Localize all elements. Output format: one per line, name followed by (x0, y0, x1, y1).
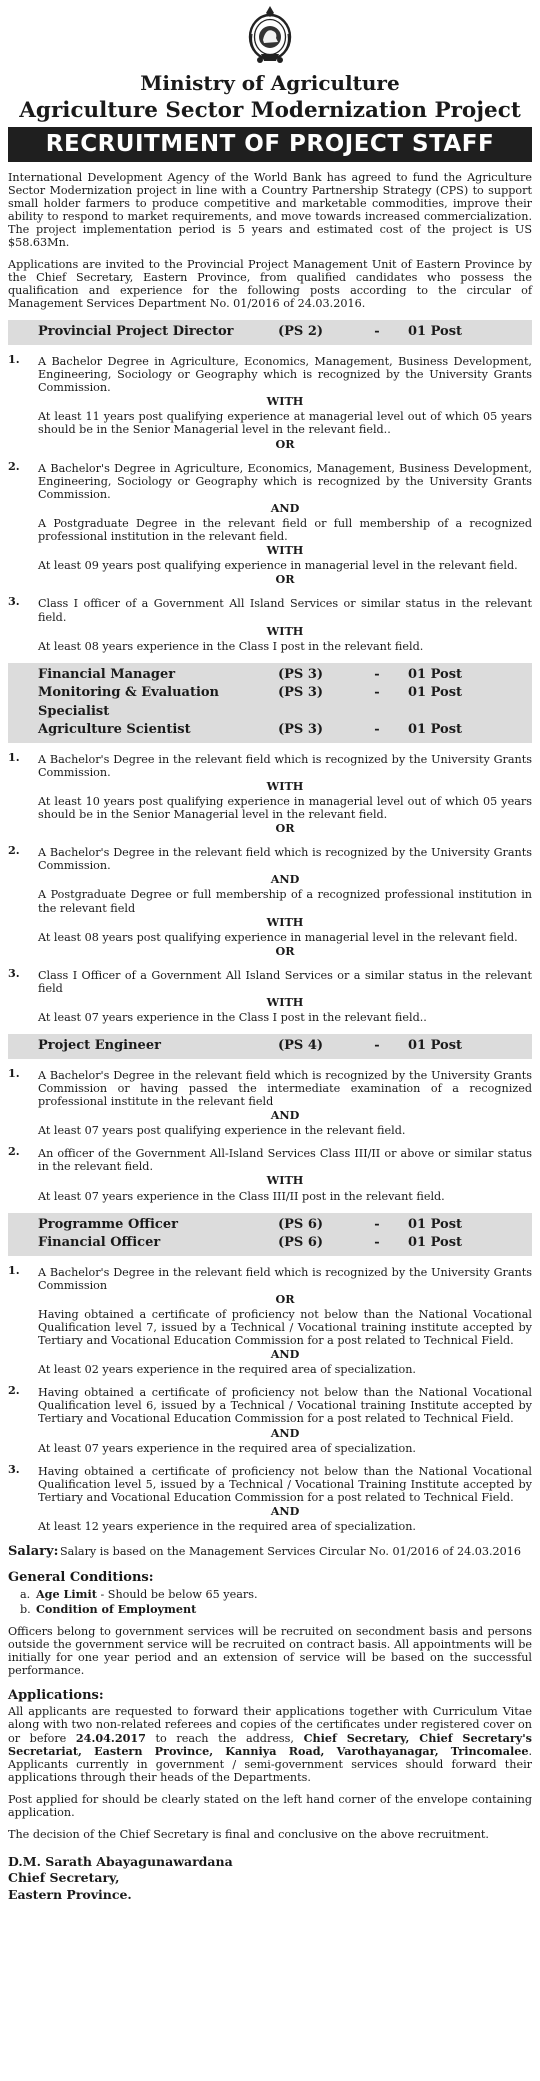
recruitment-banner: RECRUITMENT OF PROJECT STAFF (8, 127, 532, 162)
item-body (38, 1463, 532, 1533)
post-count: 01 Post (408, 666, 463, 682)
post-scale: (PS 3) (278, 722, 324, 738)
post-dash: - (374, 1216, 380, 1232)
item-number: 1. (8, 1262, 20, 1277)
connector-keyword: WITH (266, 995, 304, 1010)
post-scale: (PS 6) (278, 1235, 324, 1251)
item-number: 2. (8, 458, 20, 473)
post-header (8, 1213, 532, 1256)
intro-paragraph-2: Applications are invited to the Provincial Project Management Unit of Eastern Province by the Chief Secretary, Eastern Province, from qualified candidates who possess the qualification and experience for the following posts according to the circular of Management Services Department No. 01/2016 of 24.03.2016. (8, 258, 532, 311)
item-number: 2. (8, 1144, 20, 1159)
post-title: Programme Officer (38, 1216, 178, 1232)
conditions-paragraph: Officers belong to government services will be recruited on secondment basis and persons outside the government service will be recruited on contract basis. All appointments will be initially for one year period and an extension of service will be based on the successful performance. (8, 1624, 532, 1678)
item-number: 1. (8, 1065, 20, 1080)
project-title: Agriculture Sector Modernization Project (19, 98, 521, 123)
signatory-name: D.M. Sarath Abayagunawardana (8, 1854, 233, 1870)
requirement-text: At least 10 years post qualifying experience in managerial level out of which 05 years should be in the Senior Managerial level in the relevant field. (38, 794, 532, 821)
connector-keyword: AND (270, 1347, 300, 1362)
post-header (8, 663, 532, 743)
connector-keyword: WITH (266, 394, 304, 409)
connector-keyword: OR (275, 436, 295, 451)
qualification-item (8, 1067, 532, 1137)
requirement-text: An officer of the Government All-Island Services Class III/II or above or similar status in the relevant field. (38, 1147, 532, 1174)
requirement-text: Having obtained a certificate of proficiency not below than the National Vocational Qualification level 5, issued by a Technical / Vocational Training Institute accepted by Tertiary and Vocational Education Commission for a post related to Technical Field. (38, 1464, 532, 1504)
post-count: 01 Post (408, 722, 463, 738)
applications-title: Applications: (8, 1688, 104, 1704)
requirement-text: At least 07 years experience in the Class I post in the relevant field.. (38, 1011, 427, 1025)
requirement-text: A Bachelor's Degree in the relevant field which is recognized by the University Grants Commission or having passed the intermediate examination of a recognized professional institute in the relevant field (38, 1068, 532, 1108)
post-count: 01 Post (408, 324, 463, 340)
post-title: Financial Officer (38, 1235, 161, 1251)
requirement-text: A Postgraduate Degree or full membership of a recognized professional institution in the relevant field (38, 888, 532, 915)
item-number: 3. (8, 965, 20, 980)
item-body (38, 595, 532, 652)
condition-text: - Should be below 65 years. (96, 1587, 258, 1601)
post-count: 01 Post (408, 1235, 463, 1251)
post-scale: (PS 6) (278, 1216, 324, 1232)
signature-block (8, 1854, 532, 1903)
post-title: Project Engineer (38, 1038, 161, 1054)
post-title: Monitoring & Evaluation Specialist (38, 685, 220, 719)
post-title: Agriculture Scientist (38, 722, 191, 738)
connector-keyword: AND (270, 1504, 300, 1519)
ministry-title: Ministry of Agriculture (140, 71, 400, 95)
qualification-item (8, 595, 532, 652)
post-row (38, 721, 528, 739)
requirement-text: A Bachelor's Degree in Agriculture, Economics, Management, Business Development, Engineering, Sociology or Geography which is recognized by the University Grants Commission. (38, 461, 532, 501)
connector-keyword: WITH (266, 1173, 304, 1188)
qualification-item (8, 1384, 532, 1454)
qualification-item (8, 353, 532, 452)
condition-key: Condition of Employment (36, 1601, 197, 1616)
post-title: Provincial Project Director (38, 324, 234, 340)
applications-paragraph-3: The decision of the Chief Secretary is final and conclusive on the above recruitment. (8, 1828, 489, 1842)
post-dash: - (374, 722, 380, 738)
post-row (38, 323, 528, 341)
requirement-text: At least 02 years experience in the required area of specialization. (38, 1363, 416, 1377)
post-count: 01 Post (408, 1216, 463, 1232)
signatory-province: Eastern Province. (8, 1886, 132, 1902)
closing-date: 24.04.2017 (75, 1730, 146, 1745)
qualification-item (8, 751, 532, 837)
post-dash: - (374, 1038, 380, 1054)
connector-keyword: OR (275, 572, 295, 587)
item-body (38, 353, 532, 452)
item-number: 2. (8, 1383, 20, 1398)
qualification-item (8, 967, 532, 1024)
requirement-text: Having obtained a certificate of proficiency not below than the National Vocational Qualification level 6, issued by a Technical / Vocational training Institute accepted by Tertiary and Vocational Education Commission for a post related to Technical Field. (38, 1386, 532, 1426)
general-conditions-title: General Conditions: (8, 1570, 154, 1586)
post-sections (8, 320, 532, 1533)
post-dash: - (374, 324, 380, 340)
sri-lanka-emblem-icon (247, 4, 293, 66)
post-count: 01 Post (408, 1038, 463, 1054)
item-number: 2. (8, 843, 20, 858)
postal-address: Chief Secretary, Chief Secretary's Secretariat, Eastern Province, Kanniya Road, Varothayanagar, Trincomalee (8, 1730, 532, 1758)
requirement-text: A Postgraduate Degree in the relevant field or full membership of a recognized professional institution in the relevant field. (38, 516, 532, 544)
post-dash: - (374, 685, 380, 701)
requirement-text: At least 07 years experience in the Class III/II post in the relevant field. (38, 1189, 445, 1203)
item-body (38, 460, 532, 588)
applications-text: All applicants are requested to forward their applications together with Curriculum Vitae along with two non-related referees and copies of the certificates under registered cover on or before (8, 1705, 532, 1745)
salary-row (8, 1544, 532, 1559)
post-scale: (PS 3) (278, 685, 324, 701)
post-scale: (PS 4) (278, 1038, 324, 1054)
qualification-item (8, 1463, 532, 1533)
item-body (38, 1384, 532, 1454)
condition-item (20, 1588, 532, 1601)
post-header (8, 320, 532, 344)
post-row (38, 1037, 528, 1055)
requirement-text: At least 12 years experience in the required area of specialization. (38, 1520, 416, 1534)
post-scale: (PS 3) (278, 666, 324, 682)
post-header (8, 1034, 532, 1058)
requirement-text: At least 11 years post qualifying experience at managerial level out of which 05 years should be in the Senior Managerial level in the relevant field.. (38, 410, 532, 437)
salary-text: Salary is based on the Management Services Circular No. 01/2016 of 24.03.2016 (60, 1545, 522, 1559)
qualification-item (8, 1264, 532, 1377)
item-body (38, 751, 532, 837)
connector-keyword: AND (270, 872, 300, 887)
post-scale: (PS 2) (278, 324, 324, 340)
requirement-text: At least 08 years post qualifying experience in managerial level in the relevant field. (38, 930, 518, 944)
intro-paragraph-1: International Development Agency of the World Bank has agreed to fund the Agriculture Sector Modernization project in line with a Country Partnership Strategy (CPS) to support small holder farmers to produce competitive and marketable commodities, improve their ability to respond to market requirements, and move towards increased commercialization. The project implementation period is 5 years and estimated cost of the project is US $58.63Mn. (8, 170, 532, 250)
applications-paragraph-2: Post applied for should be clearly stated on the left hand corner of the envelope containing application. (8, 1792, 532, 1820)
post-count: 01 Post (408, 685, 463, 701)
condition-key: Age Limit (36, 1586, 97, 1601)
salary-label: Salary: (8, 1544, 59, 1560)
post-row (38, 1234, 528, 1252)
connector-keyword: AND (270, 1425, 300, 1440)
condition-item (20, 1603, 532, 1616)
qualification-item (8, 1145, 532, 1202)
connector-keyword: AND (270, 1108, 300, 1123)
requirement-text: A Bachelor's Degree in the relevant field which is recognized by the University Grants Commission. (38, 846, 532, 873)
requirement-text: Class I officer of a Government All Island Services or similar status in the relevant field. (38, 597, 532, 624)
applications-paragraph-1 (8, 1705, 532, 1784)
requirement-text: At least 09 years post qualifying experience in managerial level in the relevant field. (38, 559, 518, 573)
item-body (38, 1067, 532, 1137)
connector-keyword: WITH (266, 543, 304, 558)
connector-keyword: OR (275, 943, 295, 958)
connector-keyword: OR (275, 1291, 295, 1306)
item-number: 3. (8, 594, 20, 609)
item-body (38, 844, 532, 959)
requirement-text: At least 07 years experience in the required area of specialization. (38, 1441, 416, 1455)
qualification-item (8, 844, 532, 959)
applications-text: . Applicants currently in government / semi-government services should forward their applications through their heads of the Departments. (8, 1744, 532, 1784)
post-row (38, 684, 528, 721)
post-dash: - (374, 666, 380, 682)
item-number: 1. (8, 749, 20, 764)
post-title: Financial Manager (38, 666, 176, 682)
condition-letter: b. (20, 1602, 31, 1616)
advertisement (8, 4, 532, 2073)
post-row (38, 1216, 528, 1234)
connector-keyword: WITH (266, 914, 304, 929)
item-number: 1. (8, 351, 20, 366)
condition-letter: a. (20, 1587, 31, 1601)
requirement-text: At least 08 years experience in the Class I post in the relevant field. (38, 639, 424, 653)
connector-keyword: WITH (266, 778, 304, 793)
signatory-title: Chief Secretary, (8, 1870, 120, 1886)
requirement-text: Class I Officer of a Government All Island Services or a similar status in the relevant field (38, 968, 532, 996)
connector-keyword: AND (270, 500, 300, 515)
connector-keyword: OR (275, 821, 295, 836)
applications-text: to reach the address, (145, 1731, 304, 1745)
requirement-text: A Bachelor's Degree in the relevant field which is recognized by the University Grants Commission. (38, 752, 532, 779)
requirement-text: A Bachelor's Degree in the relevant field which is recognized by the University Grants Commission (38, 1265, 532, 1292)
post-dash: - (374, 1235, 380, 1251)
requirement-text: At least 07 years post qualifying experience in the relevant field. (38, 1124, 406, 1138)
item-number: 3. (8, 1461, 20, 1476)
requirement-text: A Bachelor Degree in Agriculture, Economics, Management, Business Development, Engineering, Sociology or Geography which is recognized by the University Grants Commission. (38, 354, 532, 395)
connector-keyword: WITH (266, 623, 304, 638)
requirement-text: Having obtained a certificate of proficiency not below than the National Vocational Qualification level 7, issued by a Technical / Vocational training institute accepted by Tertiary and Vocational Education Commission for a post related to Technical Field. (38, 1307, 532, 1347)
qualification-item (8, 460, 532, 588)
item-body (38, 1145, 532, 1202)
item-body (38, 967, 532, 1024)
item-body (38, 1264, 532, 1377)
post-row (38, 666, 528, 684)
